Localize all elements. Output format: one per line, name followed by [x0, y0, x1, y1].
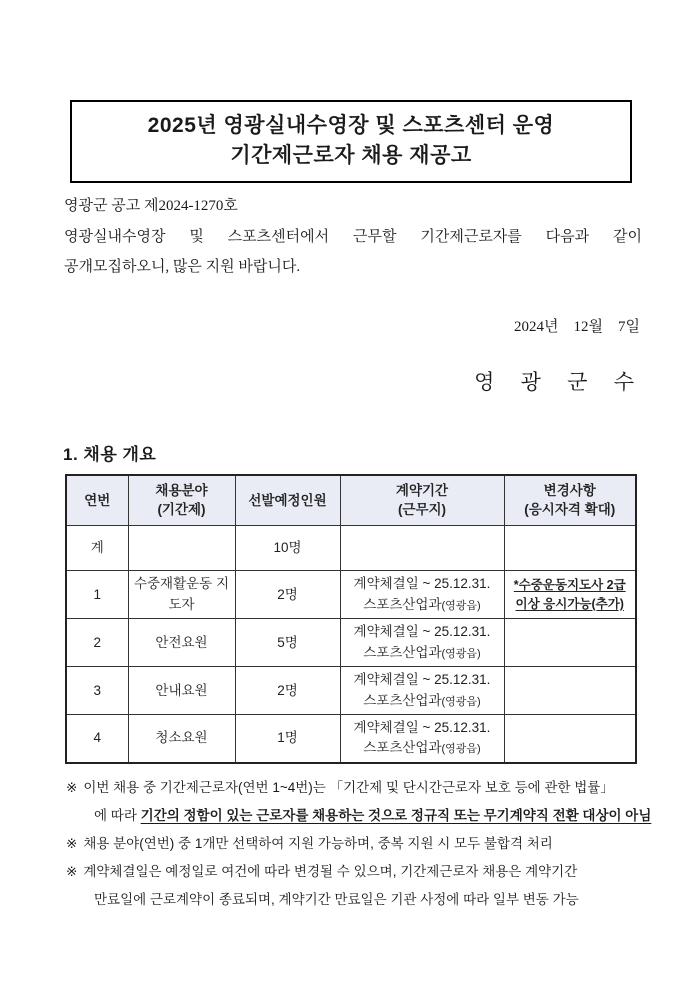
place-name: 스포츠산업과 [363, 692, 442, 708]
table-row-1 [66, 571, 636, 619]
cell-field: 청소요원 [128, 715, 235, 763]
period-place [343, 643, 502, 663]
cell-no: 1 [66, 571, 128, 619]
cell-changes [504, 715, 636, 763]
col-header-count [235, 475, 340, 526]
cell-count: 2명 [235, 571, 340, 619]
cell-field: 안내요원 [128, 667, 235, 715]
footnote-3-line2 [66, 886, 650, 914]
signer-title: 영 광 군 수 [474, 369, 636, 394]
place-name: 스포츠산업과 [363, 740, 442, 756]
change-note [507, 576, 634, 614]
period-dates: 계약체결일 ~ 25.12.31. [353, 576, 491, 592]
col-header-changes-label: 변경사항 [543, 482, 596, 498]
cell-field: 수중재활운동 지도자 [128, 571, 235, 619]
footnote-1-emphasis: 기간의 정함이 있는 근로자를 채용하는 것으로 정규직 또는 무기계약직 전환 대상이 아님 [140, 807, 652, 823]
col-header-changes-sublabel: (응시자격 확대) [524, 502, 616, 518]
footnote-1-prefix: 에 따라 [94, 807, 141, 823]
intro-paragraph [64, 222, 642, 282]
table-row-3 [66, 667, 636, 715]
title-box [70, 100, 632, 183]
place-town: (영광읍) [441, 647, 481, 660]
cell-no: 3 [66, 667, 128, 715]
cell-period [340, 715, 504, 763]
cell-field: 안전요원 [128, 619, 235, 667]
document-title-line2: 기간제근로자 채용 재공고 [230, 143, 472, 167]
place-town: (영광읍) [441, 743, 481, 756]
reference-mark-icon: ※ [66, 779, 78, 795]
footnote-3-text: 계약체결일은 예정일로 여건에 따라 변경될 수 있으며, 기간제근로자 채용은 계약기간 [83, 863, 578, 879]
cell-no: 계 [66, 526, 128, 571]
cell-no: 2 [66, 619, 128, 667]
col-header-no-label: 연번 [84, 492, 111, 508]
cell-count: 1명 [235, 715, 340, 763]
intro-line2: 공개모집하오니, 많은 지원 바랍니다. [64, 258, 301, 275]
col-header-period-label: 계약기간 [395, 482, 449, 498]
footnote-2-text: 채용 분야(연번) 중 1개만 선택하여 지원 가능하며, 중복 지원 시 모두 불합격 처리 [83, 835, 553, 851]
period-place [343, 691, 502, 711]
footnote-1-line1 [66, 774, 650, 802]
cell-period [340, 571, 504, 619]
cell-changes [504, 571, 636, 619]
place-name: 스포츠산업과 [363, 644, 442, 660]
cell-count: 5명 [235, 619, 340, 667]
period-dates: 계약체결일 ~ 25.12.31. [353, 672, 491, 688]
cell-changes [504, 526, 636, 571]
cell-count: 10명 [235, 526, 340, 571]
section-1-heading: 1. 채용 개요 [63, 444, 157, 464]
change-note-line1: *수중운동지도사 2급 [513, 577, 626, 592]
col-header-field [128, 475, 235, 526]
footnotes [66, 774, 650, 914]
place-name: 스포츠산업과 [363, 596, 442, 612]
footnote-1-line2 [66, 802, 650, 830]
period-place [343, 738, 502, 758]
period-dates: 계약체결일 ~ 25.12.31. [353, 624, 491, 640]
col-header-period [340, 475, 504, 526]
cell-field [128, 526, 235, 571]
intro-line1: 영광실내수영장 및 스포츠센터에서 근무할 기간제근로자를 다음과 같이 [64, 228, 642, 245]
cell-period [340, 667, 504, 715]
place-town: (영광읍) [441, 599, 481, 612]
cell-period [340, 619, 504, 667]
footnote-3-line1 [66, 858, 650, 886]
announcement-date: 2024년 12월 7일 [514, 318, 640, 335]
table-row-total [66, 526, 636, 571]
col-header-period-sublabel: (근무지) [397, 502, 447, 518]
col-header-no [66, 475, 128, 526]
col-header-field-label: 채용분야 [155, 482, 208, 498]
cell-count: 2명 [235, 667, 340, 715]
period-place [343, 595, 502, 615]
reference-mark-icon: ※ [66, 835, 78, 851]
col-header-count-label: 선발예정인원 [248, 492, 327, 508]
col-header-changes [504, 475, 636, 526]
period-dates: 계약체결일 ~ 25.12.31. [353, 720, 491, 736]
cell-no: 4 [66, 715, 128, 763]
reference-mark-icon: ※ [66, 863, 78, 879]
table-row-4 [66, 715, 636, 763]
footnote-2-line1 [66, 830, 650, 858]
change-note-line2: 이상 응시가능(추가) [515, 596, 624, 611]
cell-changes [504, 619, 636, 667]
cell-period [340, 526, 504, 571]
recruitment-overview-table [65, 474, 637, 764]
document-title-line1: 2025년 영광실내수영장 및 스포츠센터 운영 [147, 114, 555, 137]
cell-changes [504, 667, 636, 715]
table-row-2 [66, 619, 636, 667]
col-header-field-sublabel: (기간제) [157, 502, 206, 518]
footnote-1-text: 이번 채용 중 기간제근로자(연번 1~4번)는 「기간제 및 단시간근로자 보호 등에 관한 법률」 [83, 779, 614, 795]
notice-number: 영광군 공고 제2024-1270호 [64, 197, 238, 214]
table-header-row [66, 475, 636, 526]
place-town: (영광읍) [441, 695, 481, 708]
footnote-3-text-cont: 만료일에 근로계약이 종료되며, 계약기간 만료일은 기관 사정에 따라 일부 변동 가능 [94, 891, 579, 907]
